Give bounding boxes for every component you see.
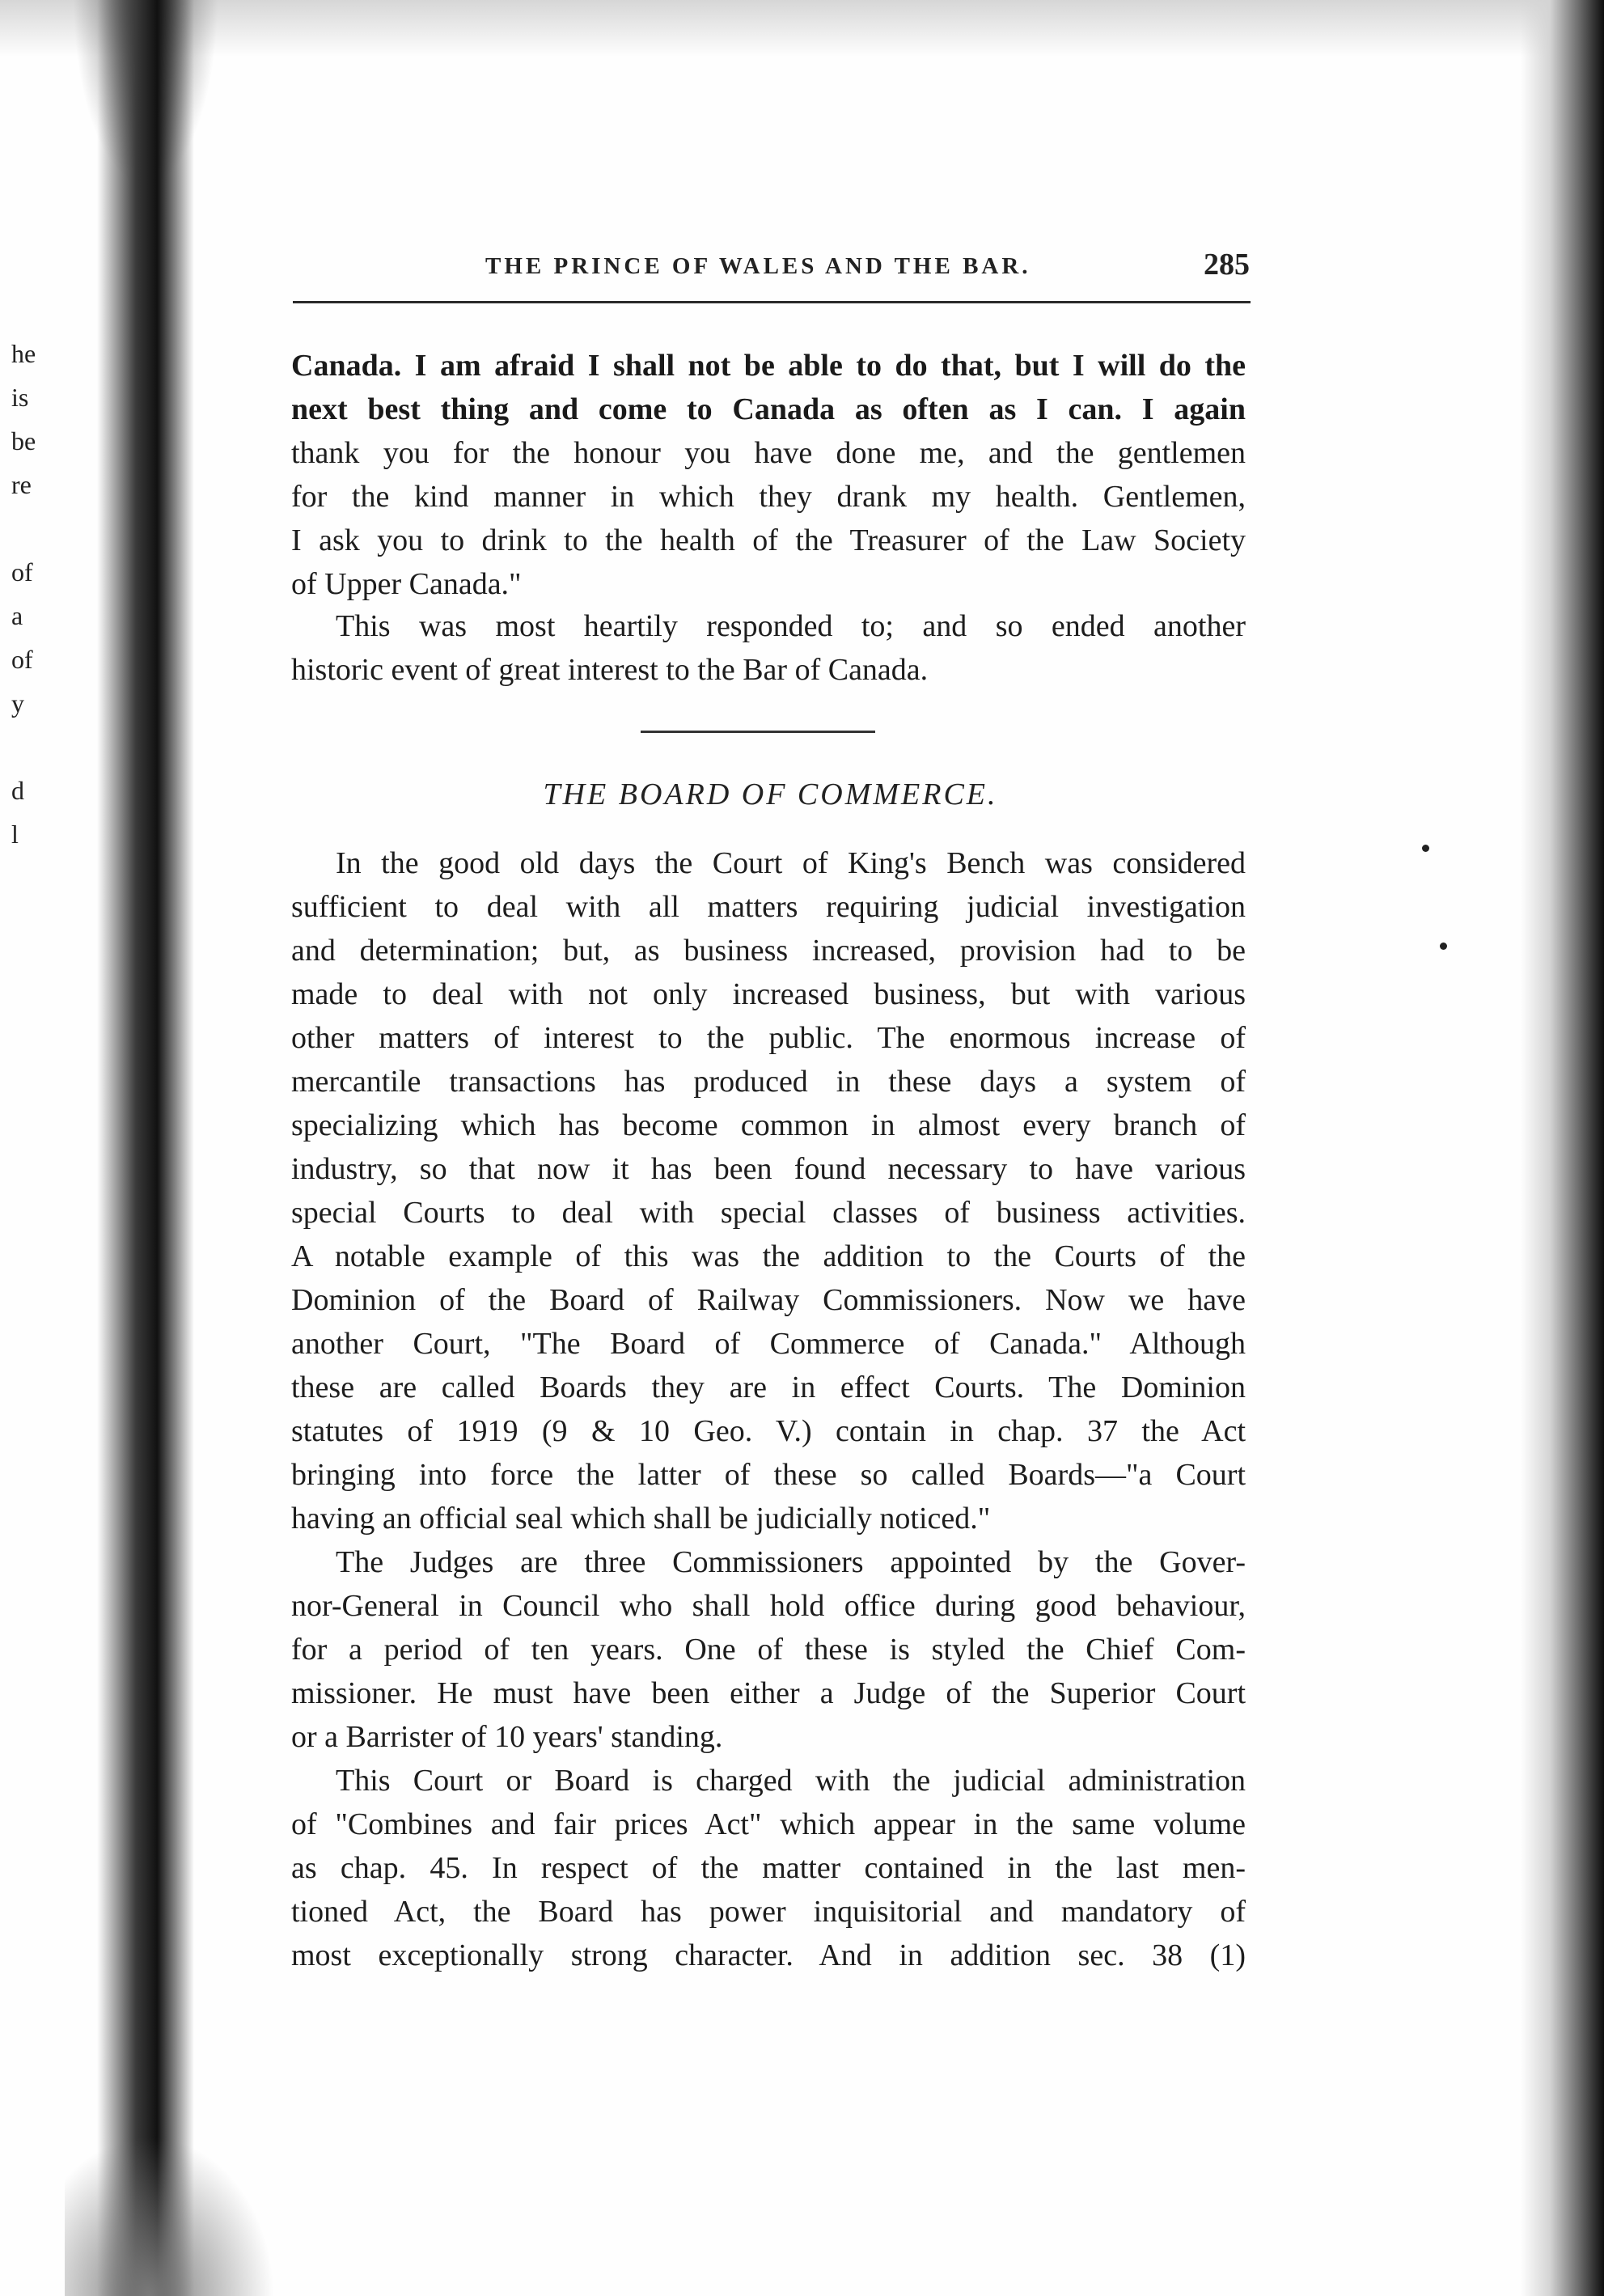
text-line: industry, so that now it has been found necessary to have various — [291, 1152, 1246, 1186]
scan-speck — [1440, 943, 1447, 950]
facing-page-fragments — [11, 332, 44, 856]
facing-page-fragment: of — [11, 557, 33, 587]
text-line: historic event of great interest to the Bar of Canada. — [291, 653, 929, 687]
scan-speck — [1422, 845, 1429, 852]
text-line: sufficient to deal with all matters requiring judicial investigation — [291, 890, 1246, 924]
text-line: other matters of interest to the public. The enormous increase of — [291, 1021, 1246, 1055]
facing-page-fragment: is — [11, 383, 29, 412]
text-line: next best thing and come to Canada as often as I can. I again — [291, 392, 1246, 426]
text-line: made to deal with not only increased business, but with various — [291, 977, 1246, 1011]
facing-page-fragment — [11, 506, 44, 550]
text-line: most exceptionally strong character. And in addition sec. 38 (1) — [291, 1938, 1246, 1972]
scan-top-shadow — [0, 0, 1604, 57]
text-line: A notable example of this was the addition to the Courts of the — [291, 1239, 1246, 1273]
scan-gutter-blot-bottom — [65, 2136, 275, 2296]
text-line: these are called Boards they are in effect Courts. The Dominion — [291, 1370, 1246, 1404]
text-line: In the good old days the Court of King's Bench was considered — [336, 846, 1246, 880]
text-line: bringing into force the latter of these so called Boards—"a Court — [291, 1458, 1246, 1492]
section-divider — [641, 731, 875, 733]
page-number: 285 — [1204, 248, 1250, 282]
text-line: Canada. I am afraid I shall not be able to do that, but I will do the — [291, 349, 1246, 383]
text-line: mercantile transactions has produced in these days a system of — [291, 1065, 1246, 1099]
text-line: and determination; but, as business increased, provision had to be — [291, 934, 1246, 968]
text-line: of Upper Canada." — [291, 567, 522, 601]
text-line: Dominion of the Board of Railway Commissioners. Now we have — [291, 1283, 1246, 1317]
facing-page-fragment: of — [11, 645, 33, 674]
page-right-edge — [1521, 0, 1604, 2296]
text-line: missioner. He must have been either a Judge of the Superior Court — [291, 1676, 1246, 1710]
facing-page-fragment: re — [11, 470, 32, 499]
text-line: for the kind manner in which they drank my health. Gentlemen, — [291, 480, 1246, 514]
text-line: thank you for the honour you have done me, and the gentlemen — [291, 436, 1246, 470]
facing-page-fragment: a — [11, 601, 23, 630]
text-line: for a period of ten years. One of these is styled the Chief Com- — [291, 1633, 1246, 1667]
text-line: I ask you to drink to the health of the Treasurer of the Law Society — [291, 523, 1246, 557]
facing-page-fragment — [11, 725, 44, 769]
section-title: THE BOARD OF COMMERCE. — [543, 777, 998, 811]
book-gutter-shadow — [97, 0, 194, 2296]
running-title: THE PRINCE OF WALES AND THE BAR. — [485, 253, 1031, 279]
text-line: having an official seal which shall be judicially noticed." — [291, 1502, 991, 1536]
text-line: statutes of 1919 (9 & 10 Geo. V.) contain in chap. 37 the Act — [291, 1414, 1246, 1448]
text-line: special Courts to deal with special classes of business activities. — [291, 1196, 1246, 1230]
facing-page-fragment: he — [11, 339, 36, 368]
text-line: of "Combines and fair prices Act" which appear in the same volume — [291, 1807, 1246, 1841]
facing-page-fragment: l — [11, 820, 19, 849]
text-line: as chap. 45. In respect of the matter contained in the last men- — [291, 1851, 1246, 1885]
text-line: tioned Act, the Board has power inquisitorial and mandatory of — [291, 1895, 1246, 1929]
text-line: This Court or Board is charged with the judicial administration — [336, 1764, 1246, 1798]
facing-page-fragment: d — [11, 776, 24, 805]
text-line: another Court, "The Board of Commerce of Canada." Although — [291, 1327, 1246, 1361]
header-rule — [293, 301, 1251, 303]
text-line: This was most heartily responded to; and so ended another — [336, 609, 1246, 643]
text-line: or a Barrister of 10 years' standing. — [291, 1720, 723, 1754]
facing-page-fragment: be — [11, 426, 36, 455]
facing-page-fragment: y — [11, 688, 24, 718]
text-line: The Judges are three Commissioners appointed by the Gover- — [336, 1545, 1246, 1579]
text-line: nor-General in Council who shall hold office during good behaviour, — [291, 1589, 1246, 1623]
text-line: specializing which has become common in almost every branch of — [291, 1108, 1246, 1142]
running-head — [291, 247, 1250, 295]
